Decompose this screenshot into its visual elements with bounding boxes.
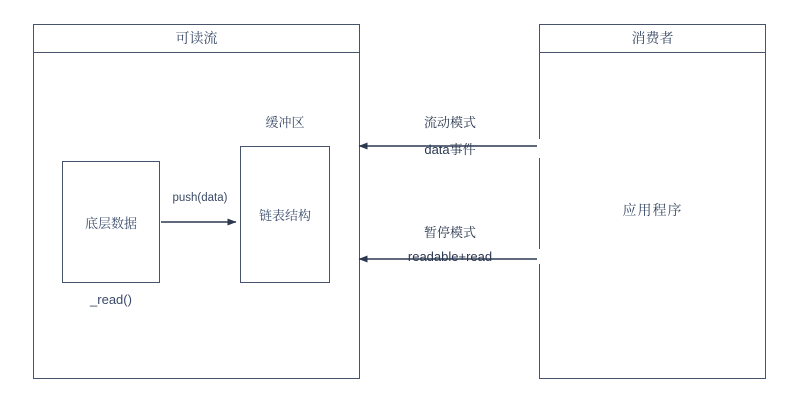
buffer-label: 缓冲区	[265, 115, 305, 130]
underlying-data-box: 底层数据	[62, 161, 160, 283]
linked-list-box: 链表结构	[240, 146, 330, 283]
consumer-body-label: 应用程序	[622, 202, 683, 218]
flowing-mode-label: 流动模式	[423, 115, 476, 130]
read-method-label: _read()	[90, 292, 132, 307]
consumer-title: 消费者	[539, 24, 766, 53]
readable-read-label: readable+read	[360, 249, 540, 264]
push-data-label: push(data)	[172, 192, 228, 204]
paused-mode-label: 暂停模式	[423, 225, 476, 240]
data-event-label: data事件	[360, 139, 540, 158]
readable-stream-title: 可读流	[33, 24, 360, 53]
